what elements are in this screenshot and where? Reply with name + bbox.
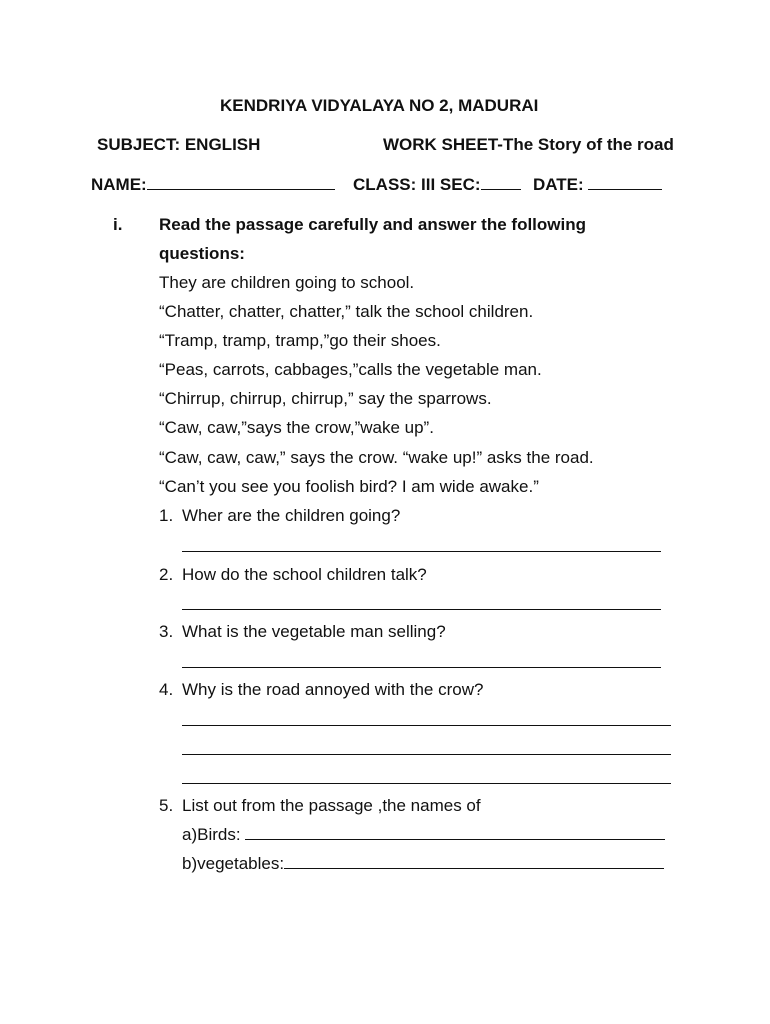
- instruction-line-1: Read the passage carefully and answer the following: [159, 215, 587, 234]
- birds-label: a)Birds:: [182, 825, 241, 844]
- question-number: 1.: [159, 506, 174, 525]
- answer-line[interactable]: [182, 783, 671, 784]
- class-sec-label: CLASS: III SEC:: [353, 175, 481, 194]
- subject-label: SUBJECT: ENGLISH: [97, 135, 261, 154]
- sec-blank[interactable]: [481, 188, 521, 190]
- passage-line: “Caw, caw, caw,” says the crow. “wake up!” asks the road.: [159, 448, 594, 467]
- school-title: KENDRIYA VIDYALAYA NO 2, MADURAI: [220, 96, 539, 115]
- instruction-line-2: questions:: [159, 244, 245, 263]
- question-text: List out from the passage ,the names of: [182, 796, 481, 815]
- passage-line: “Can’t you see you foolish bird? I am wide awake.”: [159, 477, 539, 496]
- question-text: How do the school children talk?: [182, 565, 427, 584]
- date-row: [533, 174, 662, 196]
- question-number: 2.: [159, 565, 174, 584]
- answer-line[interactable]: [182, 551, 661, 552]
- name-label: NAME:: [91, 175, 147, 194]
- name-blank[interactable]: [147, 188, 335, 190]
- worksheet-title: WORK SHEET-The Story of the road: [383, 135, 674, 154]
- question-text: Wher are the children going?: [182, 506, 401, 525]
- vegetables-row: [182, 853, 664, 875]
- passage-line: “Caw, caw,”says the crow,”wake up”.: [159, 418, 434, 437]
- answer-line[interactable]: [182, 667, 661, 668]
- date-label: DATE:: [533, 175, 584, 194]
- name-row: [91, 174, 335, 196]
- question-text: Why is the road annoyed with the crow?: [182, 680, 484, 699]
- passage-line: “Peas, carrots, cabbages,”calls the vegetable man.: [159, 360, 542, 379]
- answer-line[interactable]: [182, 609, 661, 610]
- passage-line: They are children going to school.: [159, 273, 415, 292]
- section-numeral: i.: [113, 215, 123, 234]
- passage-line: “Chirrup, chirrup, chirrup,” say the sparrows.: [159, 389, 492, 408]
- birds-blank[interactable]: [245, 838, 665, 840]
- question-number: 3.: [159, 622, 174, 641]
- vegetables-blank[interactable]: [284, 867, 664, 869]
- question-text: What is the vegetable man selling?: [182, 622, 446, 641]
- class-row: [353, 174, 521, 196]
- birds-row: [182, 824, 665, 846]
- answer-line[interactable]: [182, 725, 671, 726]
- passage-line: “Chatter, chatter, chatter,” talk the school children.: [159, 302, 534, 321]
- passage-line: “Tramp, tramp, tramp,”go their shoes.: [159, 331, 441, 350]
- vegetables-label: b)vegetables:: [182, 854, 285, 873]
- question-number: 4.: [159, 680, 174, 699]
- date-blank[interactable]: [588, 188, 662, 190]
- question-number: 5.: [159, 796, 174, 815]
- answer-line[interactable]: [182, 754, 671, 755]
